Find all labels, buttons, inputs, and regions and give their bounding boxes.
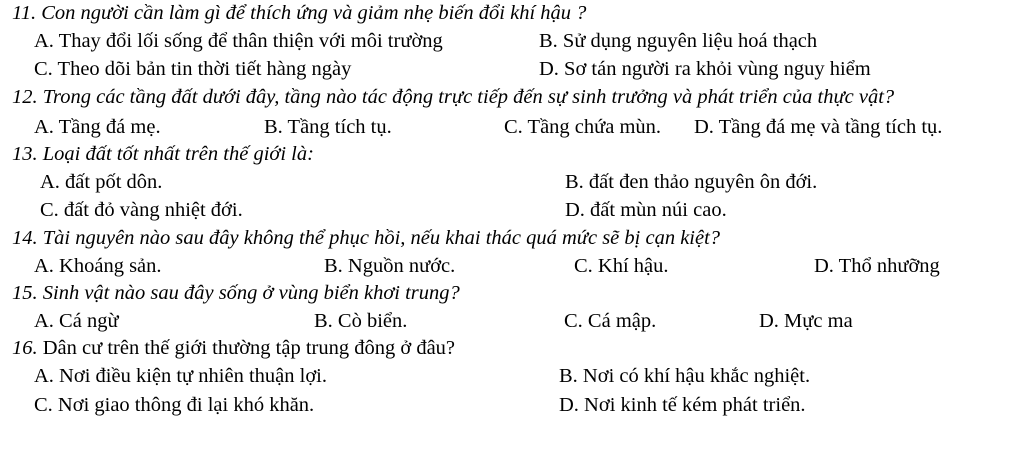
question-14-option-d[interactable]: D. Thổ nhưỡng [814,254,940,277]
question-15-stem: 15. Sinh vật nào sau đây sống ở vùng biển khơi trung? [12,281,460,304]
question-16-option-a[interactable]: A. Nơi điều kiện tự nhiên thuận lợi. [34,365,327,388]
question-14 [0,225,1024,280]
question-12-option-c[interactable]: C. Tầng chứa mùn. [504,115,662,138]
question-12-option-b[interactable]: B. Tầng tích tụ. [264,115,392,138]
question-16-stem-text: Dân cư trên thế giới thường tập trung đông ở đâu? [37,337,456,360]
question-16-options-row-1 [12,362,1014,390]
question-15-options-row-1 [12,307,1014,335]
question-13-option-d[interactable]: D. đất mùn núi cao. [565,199,727,222]
question-11-option-a[interactable]: A. Thay đổi lối sống để thân thiện với môi trường [34,30,443,53]
question-13-options-row-1 [12,168,1014,196]
question-11 [0,0,1024,84]
question-12-stem: 12. Trong các tầng đất dưới đây, tầng nào tác động trực tiếp đến sự sinh trưởng và phát triển của thực vật? [12,85,895,108]
question-11-option-b[interactable]: B. Sử dụng nguyên liệu hoá thạch [539,30,818,53]
question-11-stem: 11. Con người cần làm gì để thích ứng và giảm nhẹ biến đổi khí hậu ? [12,2,587,24]
question-14-options-row-1 [12,252,1014,280]
question-15-option-a[interactable]: A. Cá ngừ [34,309,119,332]
question-13-option-c[interactable]: C. đất đỏ vàng nhiệt đới. [40,199,243,222]
question-15-option-c[interactable]: C. Cá mập. [564,309,657,332]
question-11-option-d[interactable]: D. Sơ tán người ra khỏi vùng nguy hiểm [539,58,871,81]
question-12-options-row-1 [12,113,1014,141]
question-11-options-row-1 [12,27,1014,55]
question-11-option-c[interactable]: C. Theo dõi bản tin thời tiết hàng ngày [34,58,352,81]
question-14-option-a[interactable]: A. Khoáng sản. [34,254,162,277]
question-13-option-a[interactable]: A. đất pốt dôn. [40,170,163,193]
question-13-option-b[interactable]: B. đất đen thảo nguyên ôn đới. [565,170,818,193]
question-16 [0,335,1024,419]
question-15-option-d[interactable]: D. Mực ma [759,309,853,332]
question-14-option-b[interactable]: B. Nguồn nước. [324,254,456,277]
question-16-option-d[interactable]: D. Nơi kinh tế kém phát triển. [559,393,806,416]
question-13-stem: 13. Loại đất tốt nhất trên thế giới là: [12,142,314,165]
question-13-options-row-2 [12,196,1014,224]
question-16-number: 16. [12,337,38,360]
question-15-option-b[interactable]: B. Cò biển. [314,309,408,332]
question-14-option-c[interactable]: C. Khí hậu. [574,254,669,277]
question-16-option-b[interactable]: B. Nơi có khí hậu khắc nghiệt. [559,365,811,388]
question-13 [0,141,1024,225]
question-12-option-d[interactable]: D. Tầng đá mẹ và tầng tích tụ. [694,115,943,138]
question-16-options-row-2 [12,391,1014,419]
question-11-options-row-2 [12,55,1014,83]
question-14-stem: 14. Tài nguyên nào sau đây không thể phục hồi, nếu khai thác quá mức sẽ bị cạn kiệt? [12,226,721,249]
question-12-option-a[interactable]: A. Tầng đá mẹ. [34,115,161,138]
question-16-stem [12,335,1014,362]
question-15 [0,280,1024,335]
question-16-option-c[interactable]: C. Nơi giao thông đi lại khó khăn. [34,393,315,416]
question-12 [0,84,1024,141]
